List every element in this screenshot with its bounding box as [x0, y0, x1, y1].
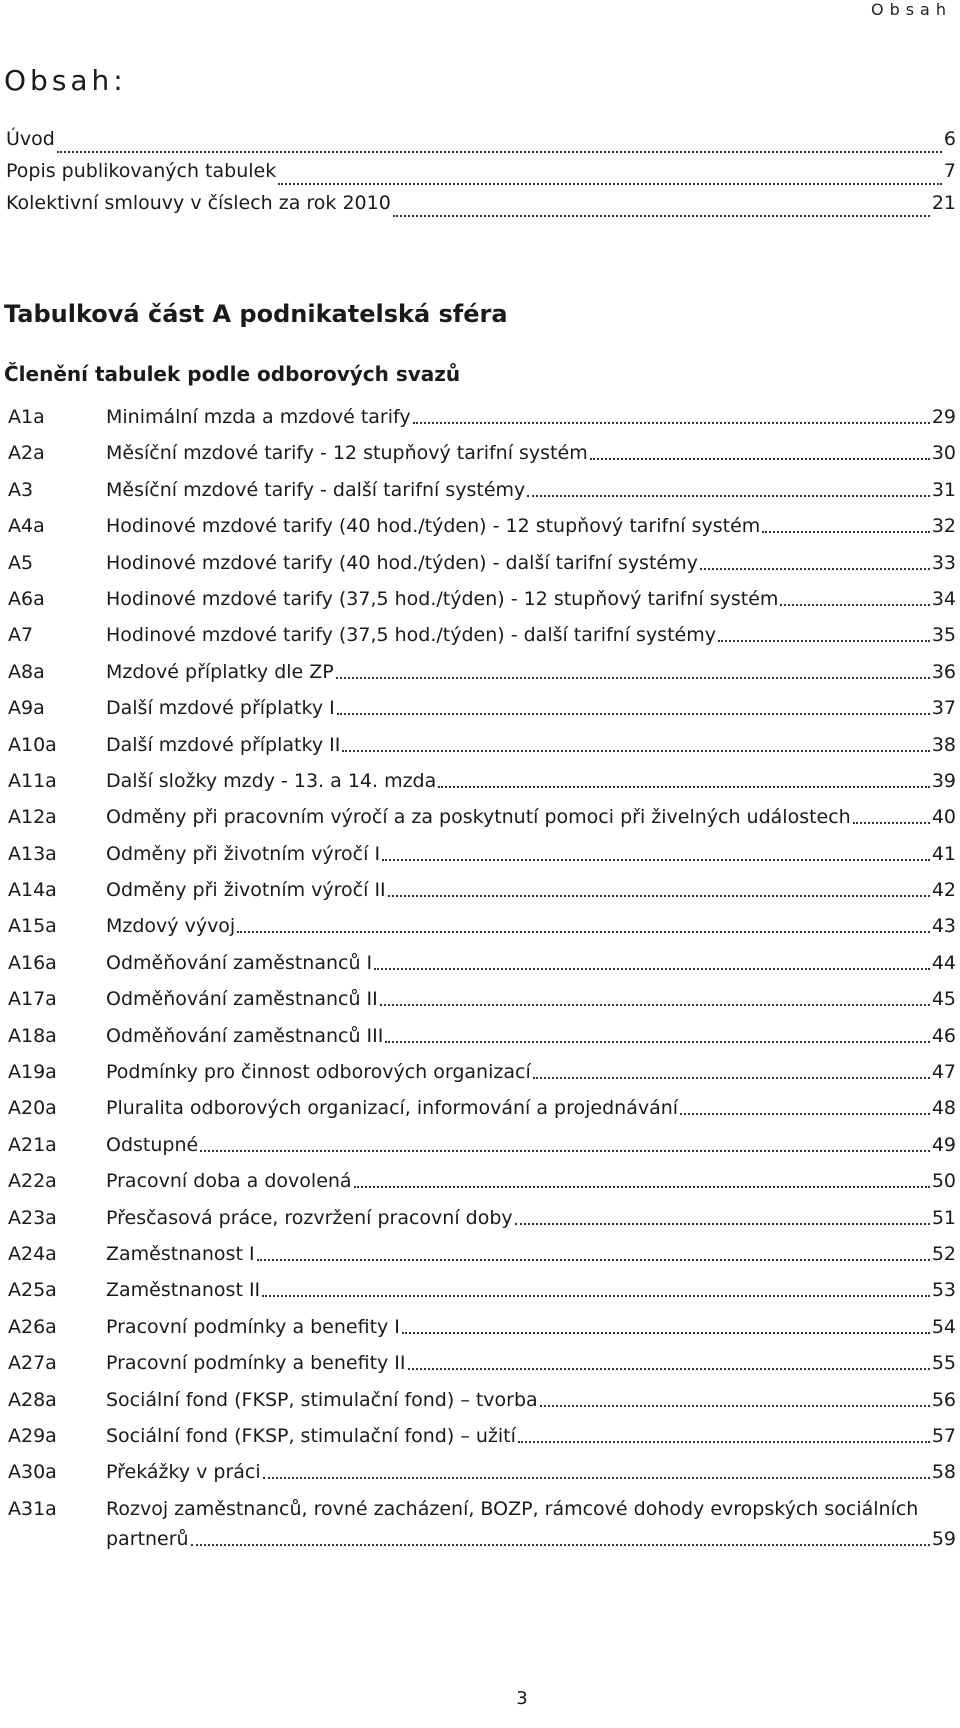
- table-code: A5: [8, 551, 34, 574]
- table-entry: [106, 1421, 956, 1451]
- table-code: A24a: [8, 1242, 57, 1265]
- toc-table-row[interactable]: [8, 1348, 956, 1384]
- toc-table-row[interactable]: [8, 1166, 956, 1202]
- table-page: 50: [931, 1170, 956, 1193]
- table-page: 43: [931, 915, 956, 938]
- table-title: Pracovní podmínky a benefity II: [106, 1352, 406, 1375]
- dot-leader: [237, 931, 930, 933]
- table-title: Mzdový vývoj: [106, 915, 236, 938]
- toc-table-row[interactable]: [8, 766, 956, 802]
- table-title: Přesčasová práce, rozvržení pracovní doby: [106, 1206, 513, 1229]
- table-page: 52: [931, 1242, 956, 1265]
- table-entry: [106, 584, 956, 614]
- dot-leader: [263, 1477, 930, 1479]
- entry-page: 6: [943, 128, 956, 150]
- table-page: 55: [931, 1352, 956, 1375]
- table-code: A15a: [8, 915, 57, 938]
- table-entry: [106, 802, 956, 832]
- table-code: A11a: [8, 769, 57, 792]
- dot-leader: [413, 422, 930, 424]
- toc-table-row[interactable]: [8, 948, 956, 984]
- table-code: A2a: [8, 442, 45, 465]
- dot-leader: [393, 215, 930, 217]
- dot-leader: [533, 1077, 930, 1079]
- table-code: A19a: [8, 1061, 57, 1084]
- table-page: 30: [931, 442, 956, 465]
- toc-table-row[interactable]: [8, 1457, 956, 1493]
- toc-table-row[interactable]: [8, 620, 956, 656]
- table-code: A25a: [8, 1279, 57, 1302]
- toc-table-row[interactable]: [8, 1021, 956, 1057]
- toc-table-row[interactable]: [8, 438, 956, 474]
- dot-leader: [408, 1368, 930, 1370]
- table-title: Překážky v práci: [106, 1461, 261, 1484]
- dot-leader: [780, 604, 929, 606]
- table-title: Další mzdové příplatky II: [106, 733, 341, 756]
- table-title: Mzdové příplatky dle ZP: [106, 660, 334, 683]
- table-code: A13a: [8, 842, 57, 865]
- dot-leader: [262, 1295, 930, 1297]
- table-entry: [106, 1385, 956, 1415]
- dot-leader: [762, 531, 930, 533]
- dot-leader: [388, 895, 930, 897]
- table-title: Odměny při životním výročí II: [106, 879, 386, 902]
- table-entry: [106, 1130, 956, 1160]
- table-entry: [106, 911, 956, 941]
- toc-table-row[interactable]: [8, 1421, 956, 1457]
- table-entry: [106, 1312, 956, 1342]
- dot-leader: [438, 786, 930, 788]
- table-title: Zaměstnanost II: [106, 1279, 261, 1302]
- table-page: 29: [931, 406, 956, 428]
- table-page: 38: [931, 733, 956, 756]
- table-title-line1: Rozvoj zaměstnanců, rovné zacházení, BOZP, rámcové dohody evropských sociálních: [106, 1497, 919, 1520]
- table-code: A20a: [8, 1097, 57, 1120]
- toc-table-row[interactable]: [8, 511, 956, 547]
- table-title: Hodinové mzdové tarify (37,5 hod./týden) - další tarifní systémy: [106, 624, 716, 647]
- toc-table-row[interactable]: [8, 548, 956, 584]
- table-page: 31: [931, 478, 956, 501]
- table-title: Sociální fond (FKSP, stimulační fond) – tvorba: [106, 1388, 538, 1411]
- toc-entry-uvod[interactable]: [6, 128, 956, 160]
- entry-title: Úvod: [6, 128, 55, 150]
- table-page: 39: [931, 769, 956, 792]
- table-page: 54: [931, 1315, 956, 1338]
- table-code: A1a: [8, 406, 45, 428]
- dot-leader: [278, 183, 942, 185]
- dot-leader: [354, 1186, 930, 1188]
- table-title: Hodinové mzdové tarify (40 hod./týden) - 12 stupňový tarifní systém: [106, 515, 761, 538]
- running-header: Obsah: [870, 0, 952, 19]
- table-entry: [106, 1203, 956, 1233]
- table-entry: [106, 657, 956, 687]
- table-code: A7: [8, 624, 34, 647]
- toc-table-row[interactable]: [8, 730, 956, 766]
- dot-leader: [374, 968, 930, 970]
- table-entry: [106, 984, 956, 1014]
- table-code: A8a: [8, 660, 45, 683]
- table-page: 32: [931, 515, 956, 538]
- subsection-title: Členění tabulek podle odborových svazů: [4, 362, 461, 386]
- table-page: 45: [931, 988, 956, 1011]
- table-code: A9a: [8, 697, 45, 720]
- table-page: 48: [931, 1097, 956, 1120]
- dot-leader: [385, 1041, 929, 1043]
- table-code: A23a: [8, 1206, 57, 1229]
- toc-table-row[interactable]: [8, 1203, 956, 1239]
- toc-entry-popis[interactable]: [6, 160, 956, 192]
- dot-leader: [853, 822, 930, 824]
- dot-leader: [402, 1332, 930, 1334]
- table-entry: [106, 511, 956, 541]
- table-entry: [106, 730, 956, 760]
- toc-table-row[interactable]: [8, 402, 956, 438]
- toc-table-row[interactable]: [8, 1385, 956, 1421]
- table-page: 44: [931, 951, 956, 974]
- table-entry: [106, 1093, 956, 1123]
- table-title: Další složky mzdy - 13. a 14. mzda: [106, 769, 437, 792]
- table-title-line2-wrap: [106, 1524, 956, 1554]
- table-page: 37: [931, 697, 956, 720]
- table-entry: [106, 1239, 956, 1269]
- toc-table-row[interactable]: [8, 475, 956, 511]
- table-title: Měsíční mzdové tarify - další tarifní systémy: [106, 478, 526, 501]
- toc-table-row[interactable]: [8, 1275, 956, 1311]
- table-code: A29a: [8, 1424, 57, 1447]
- dot-leader: [382, 859, 930, 861]
- toc-table-row[interactable]: [8, 911, 956, 947]
- table-page: 51: [931, 1206, 956, 1229]
- table-title: Zaměstnanost I: [106, 1242, 255, 1265]
- table-page: 47: [931, 1061, 956, 1084]
- table-code: A10a: [8, 733, 57, 756]
- intro-list: [6, 128, 956, 224]
- dot-leader: [191, 1544, 930, 1546]
- table-entry: [106, 1457, 956, 1487]
- table-page: 41: [931, 842, 956, 865]
- table-page: 33: [931, 551, 956, 574]
- table-page: 36: [931, 660, 956, 683]
- table-page: 57: [931, 1424, 956, 1447]
- toc-table-row[interactable]: [8, 1239, 956, 1275]
- table-title: Pracovní doba a dovolená: [106, 1170, 352, 1193]
- table-code: A31a: [8, 1497, 57, 1520]
- table-title: Měsíční mzdové tarify - 12 stupňový tarifní systém: [106, 442, 588, 465]
- toc-entry-kolektivni-smlouvy[interactable]: [6, 192, 956, 224]
- table-page: 49: [931, 1133, 956, 1156]
- toc-table-row[interactable]: [8, 1494, 956, 1554]
- dot-leader: [700, 568, 930, 570]
- table-page: 58: [931, 1461, 956, 1484]
- toc-table-row[interactable]: [8, 1312, 956, 1348]
- table-entry: [106, 548, 956, 578]
- toc-table-row[interactable]: [8, 875, 956, 911]
- toc-table-row[interactable]: [8, 984, 956, 1020]
- table-entry: [106, 1166, 956, 1196]
- table-title: Odměny při životním výročí I: [106, 842, 381, 865]
- dot-leader: [380, 1004, 930, 1006]
- table-code: A16a: [8, 951, 57, 974]
- table-title: Minimální mzda a mzdové tarify: [106, 406, 411, 428]
- dot-leader: [540, 1405, 930, 1407]
- toc-table-row[interactable]: [8, 1057, 956, 1093]
- table-title: Hodinové mzdové tarify (40 hod./týden) - další tarifní systémy: [106, 551, 698, 574]
- table-code: A12a: [8, 806, 57, 829]
- table-title: Další mzdové příplatky I: [106, 697, 335, 720]
- table-code: A3: [8, 478, 34, 501]
- toc-table-row[interactable]: [8, 584, 956, 620]
- table-title: Odměňování zaměstnanců I: [106, 951, 373, 974]
- table-entry: [106, 1021, 956, 1051]
- table-entry: [106, 402, 956, 432]
- table-code: A28a: [8, 1388, 57, 1411]
- table-page: 59: [931, 1527, 956, 1550]
- dot-leader: [527, 495, 930, 497]
- table-code: A26a: [8, 1315, 57, 1338]
- table-page: 40: [931, 806, 956, 829]
- table-title: Odměňování zaměstnanců II: [106, 988, 378, 1011]
- toc-table-row[interactable]: [8, 693, 956, 729]
- dot-leader: [515, 1223, 930, 1225]
- dot-leader: [590, 458, 930, 460]
- table-title: Odstupné: [106, 1133, 199, 1156]
- toc-table-row[interactable]: [8, 839, 956, 875]
- entry-title: Popis publikovaných tabulek: [6, 160, 277, 182]
- table-entry: [106, 475, 956, 505]
- table-page: 56: [931, 1388, 956, 1411]
- dot-leader: [518, 1441, 930, 1443]
- dot-leader: [257, 1259, 930, 1261]
- table-title-line2: partnerů: [106, 1527, 189, 1550]
- table-code: A4a: [8, 515, 45, 538]
- table-page: 34: [931, 587, 956, 610]
- table-code: A17a: [8, 988, 57, 1011]
- table-list: [8, 402, 956, 1554]
- table-page: 42: [931, 879, 956, 902]
- table-code: A30a: [8, 1461, 57, 1484]
- table-title: Sociální fond (FKSP, stimulační fond) – užití: [106, 1424, 516, 1447]
- table-entry: [106, 1494, 956, 1554]
- table-code: A22a: [8, 1170, 57, 1193]
- table-entry: [106, 438, 956, 468]
- dot-leader: [57, 151, 942, 153]
- table-title: Odměňování zaměstnanců III: [106, 1024, 384, 1047]
- toc-table-row[interactable]: [8, 657, 956, 693]
- entry-page: 21: [931, 192, 956, 214]
- table-entry: [106, 948, 956, 978]
- table-entry: [106, 766, 956, 796]
- table-code: A18a: [8, 1024, 57, 1047]
- section-title: Tabulková část A podnikatelská sféra: [4, 300, 508, 328]
- page-number: 3: [516, 1688, 528, 1709]
- table-entry: [106, 1057, 956, 1087]
- table-entry: [106, 620, 956, 650]
- table-code: A21a: [8, 1133, 57, 1156]
- toc-table-row[interactable]: [8, 802, 956, 838]
- table-title: Podmínky pro činnost odborových organizací: [106, 1061, 531, 1084]
- dot-leader: [336, 677, 930, 679]
- table-page: 35: [931, 624, 956, 647]
- dot-leader: [342, 750, 930, 752]
- toc-table-row[interactable]: [8, 1093, 956, 1129]
- table-title: Hodinové mzdové tarify (37,5 hod./týden) - 12 stupňový tarifní systém: [106, 587, 779, 610]
- toc-title: Obsah:: [4, 64, 127, 97]
- dot-leader: [680, 1113, 930, 1115]
- table-page: 46: [931, 1024, 956, 1047]
- table-entry: [106, 693, 956, 723]
- dot-leader: [200, 1150, 930, 1152]
- table-code: A14a: [8, 879, 57, 902]
- table-entry: [106, 1275, 956, 1305]
- entry-page: 7: [943, 160, 956, 182]
- table-entry: [106, 1348, 956, 1378]
- table-title: Odměny při pracovním výročí a za poskytnutí pomoci při živelných událostech: [106, 806, 851, 829]
- table-title: Pluralita odborových organizací, informování a projednávání: [106, 1097, 679, 1120]
- table-code: A6a: [8, 587, 45, 610]
- table-entry: [106, 875, 956, 905]
- table-title: Pracovní podmínky a benefity I: [106, 1315, 400, 1338]
- table-entry: [106, 839, 956, 869]
- toc-table-row[interactable]: [8, 1130, 956, 1166]
- table-page: 53: [931, 1279, 956, 1302]
- entry-title: Kolektivní smlouvy v číslech za rok 2010: [6, 192, 391, 214]
- table-code: A27a: [8, 1352, 57, 1375]
- dot-leader: [718, 640, 930, 642]
- dot-leader: [337, 713, 930, 715]
